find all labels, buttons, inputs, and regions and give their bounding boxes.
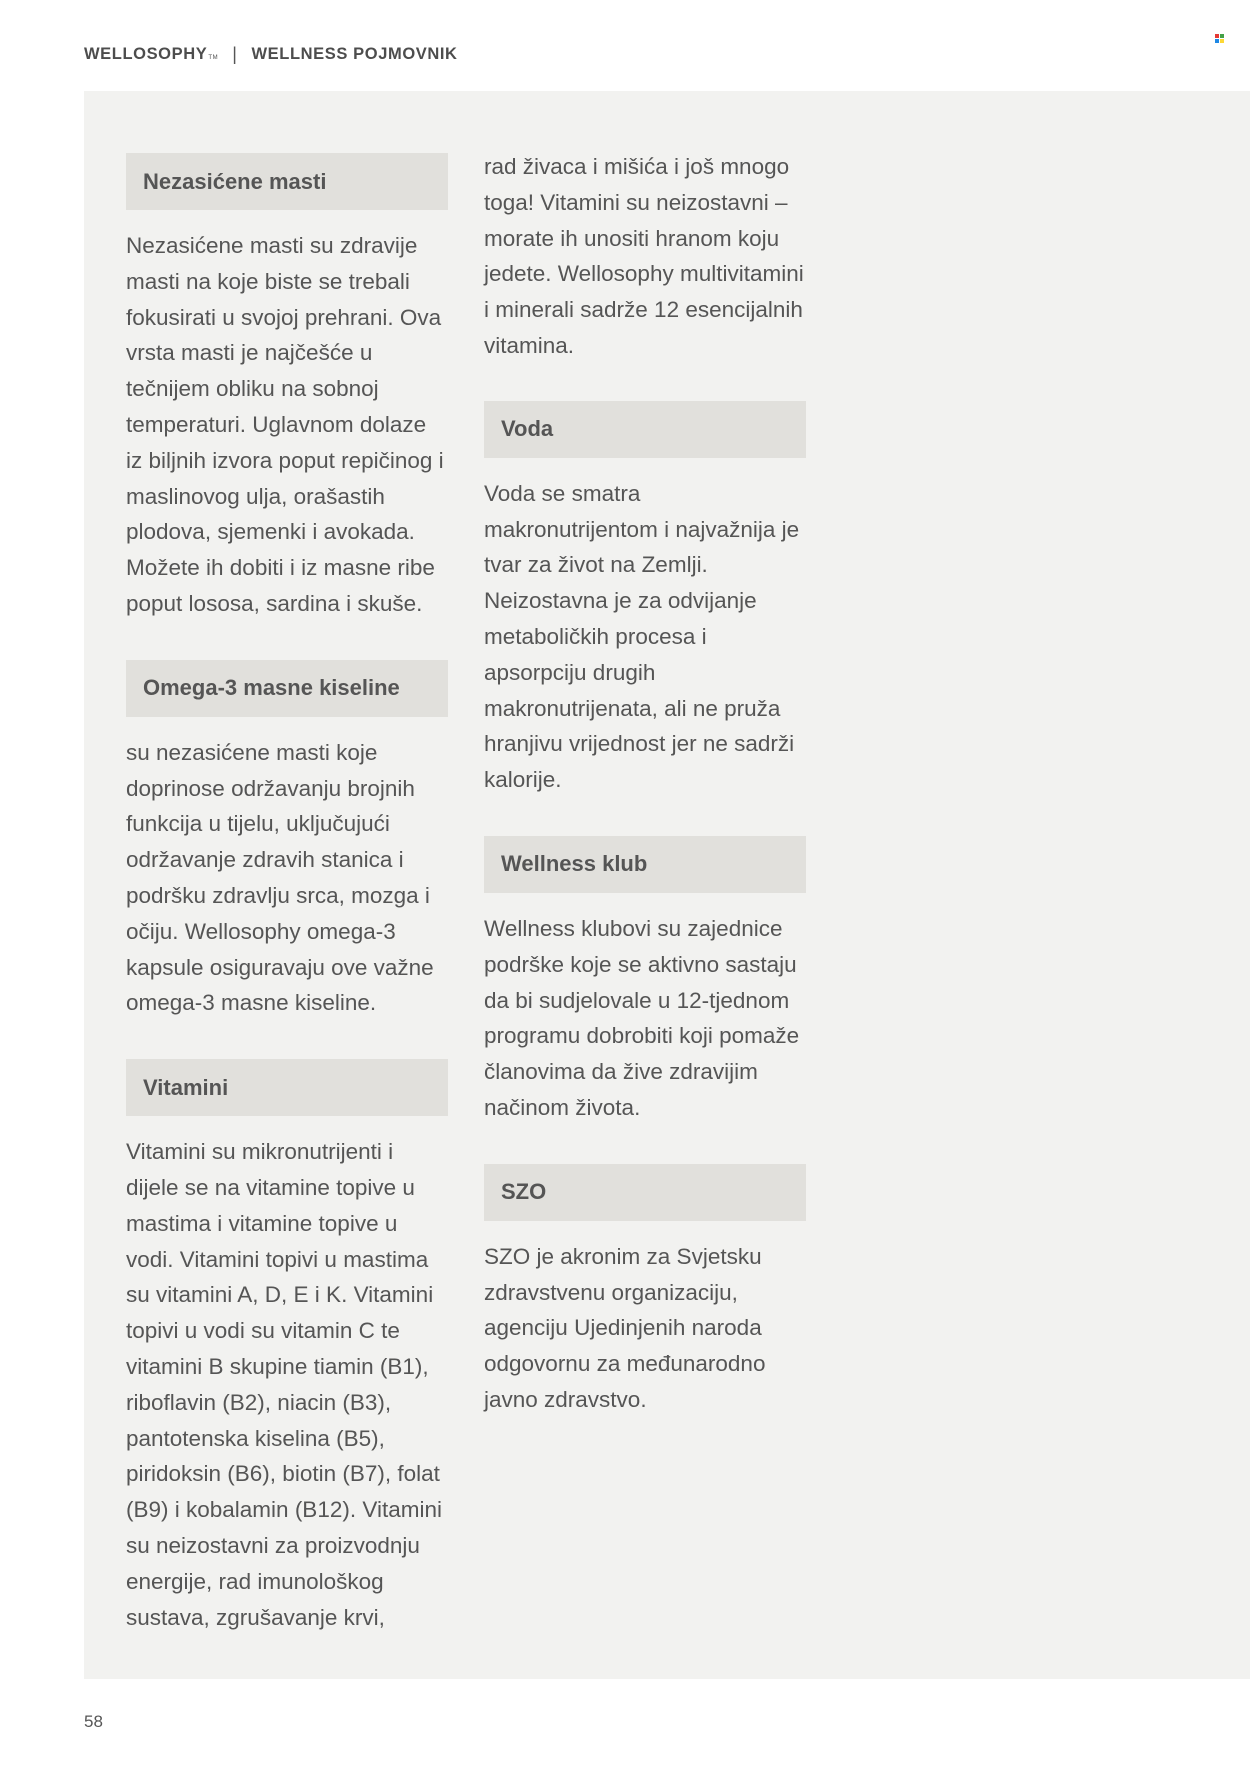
trademark-symbol: TM	[208, 54, 219, 61]
glossary-panel	[84, 91, 1250, 1679]
left-column	[126, 153, 448, 1673]
definition-continuation: rad živaca i mišića i još mnogo toga! Vitamini su neizostavni – morate ih unositi hranom koju jedete. Wellosophy multivitamini i minerali sadrže 12 esencijalnih vitamina.	[484, 154, 804, 358]
page-number: 58	[84, 1712, 103, 1731]
term-heading: Nezasićene masti	[126, 153, 448, 210]
header-separator: |	[232, 43, 238, 64]
term-heading: Voda	[484, 401, 806, 458]
term-heading: Wellness klub	[484, 836, 806, 893]
brand-logo	[84, 45, 218, 64]
term-heading: Omega-3 masne kiseline	[126, 660, 448, 717]
term-heading: Vitamini	[126, 1059, 448, 1116]
page-header	[84, 42, 458, 66]
term-definition: Vitamini su mikronutrijenti i dijele se na vitamine topive u mastima i vitamine topive u vodi. Vitamini topivi u mastima su vitamini A, D, E i K. Vitamini topivi u vodi su vitamin C te vitamini B skupine tiamin (B1), riboflavin (B2), niacin (B3), pantotenska kiselina (B5), piridoksin (B6), biotin (B7), folat (B9) i kobalamin (B12). Vitamini su neizostavni za proizvodnju energije, rad imunološkog sustava, zgrušavanje krvi,	[126, 1139, 442, 1630]
term-definition: Voda se smatra makronutrijentom i najvažnija je tvar za život na Zemlji. Neizostavna je za odvijanje metaboličkih procesa i apsorpciju drugih makronutrijenata, ali ne pruža hranjivu vrijednost jer ne sadrži kalorije.	[484, 480, 800, 793]
color-mark-icon	[1215, 34, 1224, 43]
term-definition: SZO je akronim za Svjetsku zdravstvenu organizaciju, agenciju Ujedinjenih naroda odgovornu za međunarodno javno zdravstvo.	[484, 1243, 766, 1412]
section-title: WELLNESS POJMOVNIK	[251, 44, 458, 63]
right-column	[484, 149, 806, 1456]
term-definition: su nezasićene masti koje doprinose održavanju brojnih funkcija u tijelu, uključujući održavanje zdravih stanica i podršku zdravlju srca, mozga i očiju. Wellosophy omega-3 kapsule osiguravaju ove važne omega-3 masne kiseline.	[126, 739, 434, 1016]
term-definition: Wellness klubovi su zajednice podrške koje se aktivno sastaju da bi sudjelovale u 12-tjednom programu dobrobiti koji pomaže članovima da žive zdravijim načinom života.	[484, 915, 800, 1120]
term-heading: SZO	[484, 1164, 806, 1221]
brand-name: WELLOSOPHY	[84, 44, 208, 63]
term-definition: Nezasićene masti su zdravije masti na koje biste se trebali fokusirati u svojoj prehrani. Ova vrsta masti je najčešće u tečnijem obliku na sobnoj temperaturi. Uglavnom dolaze iz biljnih izvora poput repičinog i maslinovog ulja, orašastih plodova, sjemenki i avokada. Možete ih dobiti i iz masne ribe poput lososa, sardina i skuše.	[126, 233, 444, 616]
